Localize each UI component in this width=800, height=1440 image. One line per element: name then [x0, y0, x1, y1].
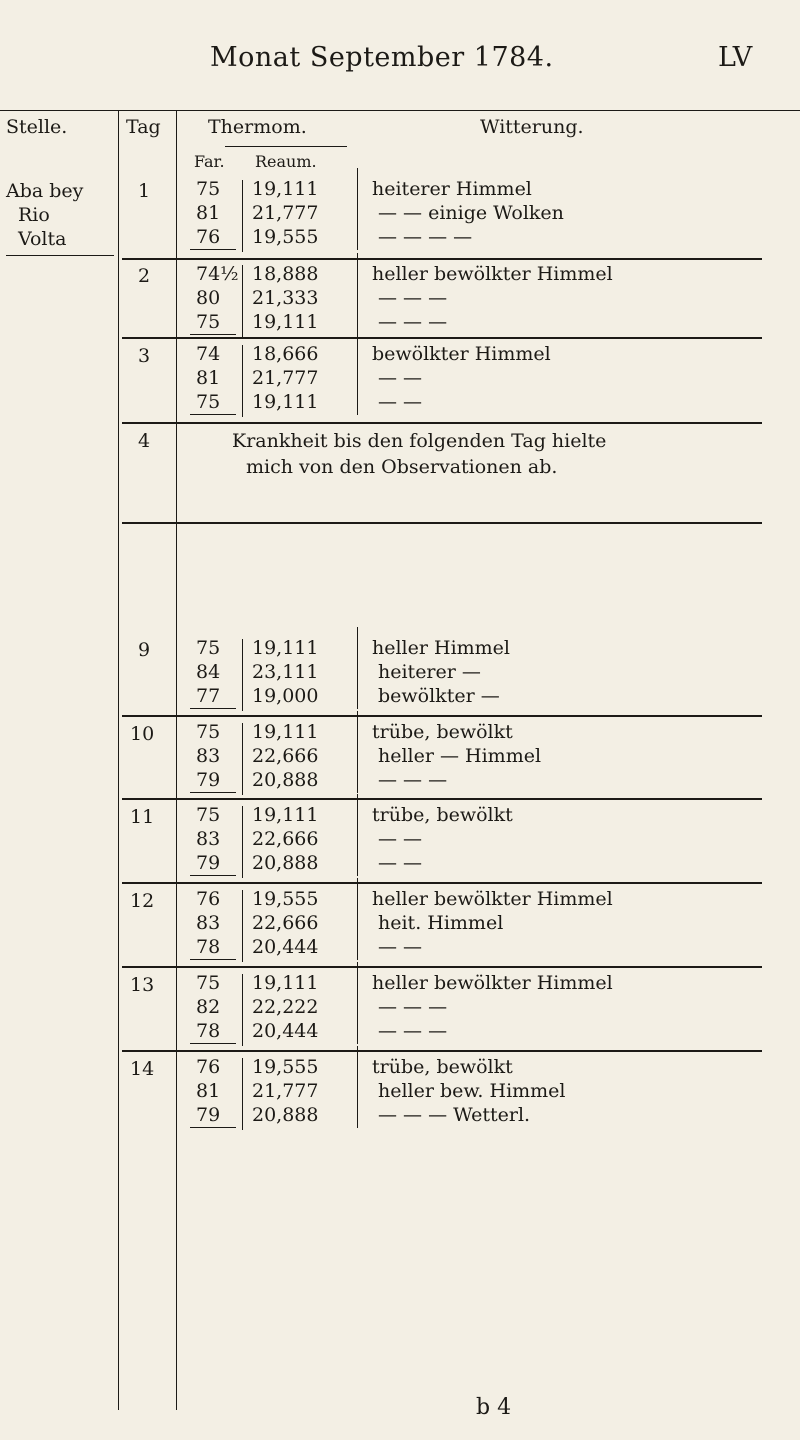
- day-number: 12: [130, 890, 155, 912]
- reaumur-value: 19,111: [252, 637, 319, 659]
- weather-text: heller bew. Himmel: [378, 1080, 566, 1102]
- weather-divider: [357, 627, 358, 709]
- column-heading-far: Far.: [194, 152, 225, 171]
- thermometer-heading-rule: [225, 146, 347, 147]
- reaumur-value: 19,555: [252, 1056, 319, 1078]
- reaumur-value: 22,666: [252, 912, 319, 934]
- fahrenheit-value: 81: [196, 202, 221, 224]
- far-underline: [190, 792, 236, 793]
- thermometer-divider: [242, 345, 243, 417]
- weather-text: — — —: [378, 287, 448, 309]
- day-number: 1: [138, 180, 151, 202]
- place-line: Rio: [18, 204, 50, 226]
- day-number: 9: [138, 639, 151, 661]
- far-underline: [190, 1043, 236, 1044]
- fahrenheit-value: 79: [196, 1104, 221, 1126]
- day-number: 14: [130, 1058, 155, 1080]
- fahrenheit-value: 74½: [196, 263, 239, 285]
- reaumur-value: 20,888: [252, 1104, 319, 1126]
- row-rule: [122, 798, 762, 800]
- weather-divider: [357, 253, 358, 335]
- far-underline: [190, 875, 236, 876]
- weather-text: heit. Himmel: [378, 912, 504, 934]
- weather-text: heiterer Himmel: [372, 178, 532, 200]
- reaumur-value: 20,888: [252, 852, 319, 874]
- weather-text: — —: [378, 852, 423, 874]
- thermometer-divider: [242, 1058, 243, 1130]
- column-heading-place: Stelle.: [6, 116, 68, 138]
- column-heading-day: Tag: [126, 116, 161, 138]
- column-heading-weather: Witterung.: [480, 116, 584, 138]
- far-underline: [190, 334, 236, 335]
- weather-text: — — —: [378, 996, 448, 1018]
- weather-divider: [357, 962, 358, 1044]
- row-rule: [122, 337, 762, 339]
- reaumur-value: 20,444: [252, 1020, 319, 1042]
- day-number: 2: [138, 265, 151, 287]
- fahrenheit-value: 78: [196, 936, 221, 958]
- column-heading-reaum: Reaum.: [255, 152, 317, 171]
- reaumur-value: 19,555: [252, 226, 319, 248]
- row-rule: [122, 715, 762, 717]
- weather-text: — —: [378, 391, 423, 413]
- fahrenheit-value: 78: [196, 1020, 221, 1042]
- place-rule: [6, 255, 114, 256]
- row-rule: [122, 882, 762, 884]
- weather-divider: [357, 168, 358, 250]
- reaumur-value: 19,555: [252, 888, 319, 910]
- page-number: LV: [718, 42, 753, 73]
- thermometer-divider: [242, 806, 243, 878]
- day-number: 3: [138, 345, 151, 367]
- fahrenheit-value: 83: [196, 912, 221, 934]
- day-number: 11: [130, 806, 155, 828]
- fahrenheit-value: 75: [196, 311, 221, 333]
- reaumur-value: 20,888: [252, 769, 319, 791]
- reaumur-value: 22,666: [252, 745, 319, 767]
- observation-note-line: Krankheit bis den folgenden Tag hielte: [232, 430, 607, 452]
- thermometer-divider: [242, 723, 243, 795]
- reaumur-value: 19,111: [252, 804, 319, 826]
- weather-text: — —: [378, 828, 423, 850]
- row-rule: [122, 522, 762, 524]
- column-divider-day: [176, 110, 177, 1410]
- reaumur-value: 20,444: [252, 936, 319, 958]
- thermometer-divider: [242, 890, 243, 962]
- reaumur-value: 21,777: [252, 367, 319, 389]
- fahrenheit-value: 75: [196, 178, 221, 200]
- fahrenheit-value: 77: [196, 685, 221, 707]
- weather-text: trübe, bewölkt: [372, 721, 513, 743]
- fahrenheit-value: 81: [196, 367, 221, 389]
- reaumur-value: 21,777: [252, 1080, 319, 1102]
- place-line: Aba bey: [6, 180, 84, 202]
- reaumur-value: 22,666: [252, 828, 319, 850]
- far-underline: [190, 1127, 236, 1128]
- reaumur-value: 23,111: [252, 661, 319, 683]
- weather-text: trübe, bewölkt: [372, 804, 513, 826]
- weather-text: heller Himmel: [372, 637, 511, 659]
- fahrenheit-value: 79: [196, 769, 221, 791]
- fahrenheit-value: 75: [196, 804, 221, 826]
- far-underline: [190, 708, 236, 709]
- fahrenheit-value: 76: [196, 1056, 221, 1078]
- fahrenheit-value: 82: [196, 996, 221, 1018]
- place-line: Volta: [18, 228, 67, 250]
- reaumur-value: 19,111: [252, 972, 319, 994]
- day-number: 4: [138, 430, 151, 452]
- day-number: 10: [130, 723, 155, 745]
- fahrenheit-value: 80: [196, 287, 221, 309]
- weather-text: heller bewölkter Himmel: [372, 888, 613, 910]
- weather-text: trübe, bewölkt: [372, 1056, 513, 1078]
- fahrenheit-value: 76: [196, 226, 221, 248]
- row-rule: [122, 966, 762, 968]
- thermometer-divider: [242, 265, 243, 337]
- reaumur-value: 21,333: [252, 287, 319, 309]
- reaumur-value: 19,111: [252, 178, 319, 200]
- row-rule: [122, 422, 762, 424]
- day-number: 13: [130, 974, 155, 996]
- observation-note-line: mich von den Observationen ab.: [246, 456, 558, 478]
- far-underline: [190, 414, 236, 415]
- fahrenheit-value: 83: [196, 745, 221, 767]
- header-rule: [0, 110, 800, 111]
- weather-text: — — —: [378, 311, 448, 333]
- reaumur-value: 19,111: [252, 391, 319, 413]
- weather-divider: [357, 1046, 358, 1128]
- far-underline: [190, 249, 236, 250]
- reaumur-value: 22,222: [252, 996, 319, 1018]
- thermometer-divider: [242, 974, 243, 1046]
- weather-text: heller bewölkter Himmel: [372, 972, 613, 994]
- weather-text: — —: [378, 367, 423, 389]
- fahrenheit-value: 84: [196, 661, 221, 683]
- weather-text: — — —: [378, 1020, 448, 1042]
- far-underline: [190, 959, 236, 960]
- weather-divider: [357, 711, 358, 793]
- fahrenheit-value: 81: [196, 1080, 221, 1102]
- reaumur-value: 18,888: [252, 263, 319, 285]
- page-header: [0, 38, 800, 88]
- fahrenheit-value: 79: [196, 852, 221, 874]
- row-rule: [122, 1050, 762, 1052]
- weather-text: — —: [378, 936, 423, 958]
- reaumur-value: 19,111: [252, 311, 319, 333]
- weather-text: — — — Wetterl.: [378, 1104, 531, 1126]
- weather-text: — — — —: [378, 226, 473, 248]
- column-divider-place: [118, 110, 119, 1410]
- page-title: Monat September 1784.: [210, 42, 554, 73]
- fahrenheit-value: 75: [196, 637, 221, 659]
- fahrenheit-value: 74: [196, 343, 221, 365]
- thermometer-divider: [242, 180, 243, 252]
- reaumur-value: 19,000: [252, 685, 319, 707]
- signature-mark: b 4: [476, 1395, 512, 1420]
- weather-text: — — einige Wolken: [378, 202, 564, 224]
- weather-text: bewölkter Himmel: [372, 343, 551, 365]
- fahrenheit-value: 76: [196, 888, 221, 910]
- fahrenheit-value: 75: [196, 391, 221, 413]
- weather-divider: [357, 794, 358, 876]
- fahrenheit-value: 75: [196, 972, 221, 994]
- weather-text: heller — Himmel: [378, 745, 542, 767]
- weather-divider: [357, 333, 358, 415]
- reaumur-value: 19,111: [252, 721, 319, 743]
- reaumur-value: 18,666: [252, 343, 319, 365]
- weather-text: heiterer —: [378, 661, 481, 683]
- row-rule: [122, 258, 762, 260]
- fahrenheit-value: 75: [196, 721, 221, 743]
- weather-text: — — —: [378, 769, 448, 791]
- thermometer-divider: [242, 639, 243, 711]
- weather-text: heller bewölkter Himmel: [372, 263, 613, 285]
- weather-divider: [357, 878, 358, 960]
- reaumur-value: 21,777: [252, 202, 319, 224]
- weather-text: bewölkter —: [378, 685, 500, 707]
- column-heading-thermometer: Thermom.: [208, 116, 307, 138]
- fahrenheit-value: 83: [196, 828, 221, 850]
